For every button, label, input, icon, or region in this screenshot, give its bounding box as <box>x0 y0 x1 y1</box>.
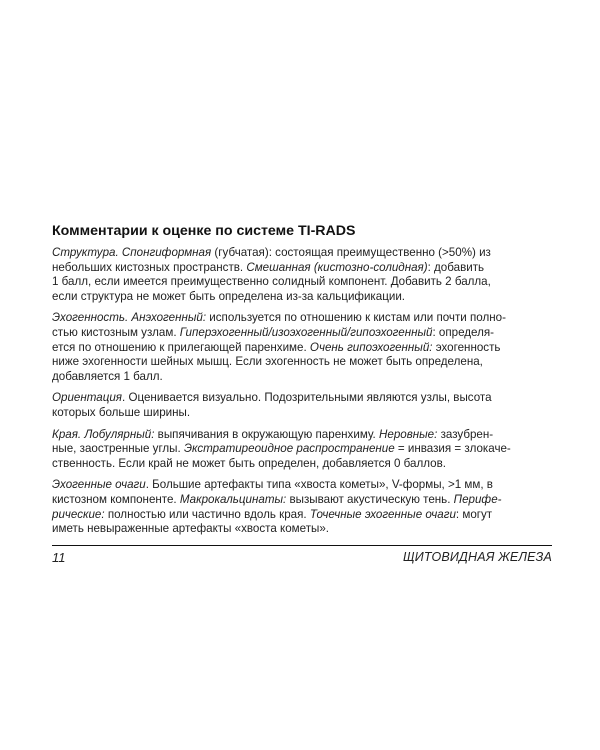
echogenicity-term: Очень гипоэхогенный: <box>309 340 433 354</box>
margins-text: ные, заостренные углы. <box>52 442 184 456</box>
echogenicity-text: стью кистозным узлам. <box>52 325 180 339</box>
margins-text: выпячивания в окружающую паренхиму. <box>154 427 379 441</box>
foci-text: полностью или частично вдоль края. <box>104 507 310 521</box>
orientation-text: . Оценивается визуально. Подозрительными являются узлы, высота <box>122 391 492 405</box>
margins-term: Экстратиреоидное распространение <box>183 442 395 456</box>
structure-text: если структура не может быть определена из-за кальцификации. <box>52 289 406 303</box>
paragraph-echogenicity <box>52 311 552 384</box>
structure-term: Структура. Спонгиформная <box>52 246 212 259</box>
paragraph-structure <box>52 246 552 304</box>
foci-text: иметь невыраженные артефакты «хвоста кометы». <box>52 522 330 536</box>
section-title: Комментарии к оценке по системе TI-RADS <box>52 223 356 239</box>
margins-text: зазубрен- <box>437 427 494 441</box>
echogenicity-text: : определя- <box>432 325 495 339</box>
orientation-term: Ориентация <box>52 391 122 405</box>
foci-term: Макрокальцинаты: <box>179 492 287 506</box>
page-number: 11 <box>52 550 66 565</box>
structure-text: 1 балл, если имеется преимущественно солидный компонент. Добавить 2 балла, <box>52 275 491 289</box>
structure-text: небольших кистозных пространств. <box>52 260 247 274</box>
footer-divider <box>52 545 552 546</box>
foci-term: Эхогенные очаги <box>52 478 146 492</box>
orientation-text: которых больше ширины. <box>52 405 191 419</box>
structure-text: : добавить <box>427 260 485 274</box>
paragraph-echogenic-foci <box>52 478 552 536</box>
echogenicity-text: ется по отношению к прилегающей паренхиме. <box>52 340 310 354</box>
margins-term: Края. Лобулярный: <box>52 427 155 441</box>
margins-text: = инвазия = злокаче- <box>394 442 511 456</box>
echogenicity-term: Гиперэхогенный/изоэхогенный/гипоэхогенный <box>179 325 433 339</box>
echogenicity-text: используется по отношению к кистам или почти полно- <box>206 311 506 325</box>
margins-term: Неровные: <box>379 427 438 441</box>
foci-term: рические: <box>52 507 105 521</box>
echogenicity-text: ниже эхогенности шейных мышц. Если эхогенность не может быть определена, <box>52 355 483 369</box>
foci-text: : могут <box>455 507 493 521</box>
foci-term: Перифе- <box>453 492 502 506</box>
echogenicity-text: добавляется 1 балл. <box>52 369 163 383</box>
echogenicity-term: Эхогенность. Анэхогенный: <box>52 311 207 325</box>
foci-term: Точечные эхогенные очаги <box>309 507 456 521</box>
running-head: ЩИТОВИДНАЯ ЖЕЛЕЗА <box>403 550 552 564</box>
paragraph-orientation <box>52 391 552 420</box>
paragraph-margins <box>52 428 552 472</box>
structure-text: (губчатая): состоящая преимущественно (>50%) из <box>211 246 491 259</box>
margins-text: ственность. Если край не может быть определен, добавляется 0 баллов. <box>52 456 446 470</box>
foci-text: кистозном компоненте. <box>52 492 180 506</box>
echogenicity-text: эхогенность <box>432 340 501 354</box>
page-content <box>52 222 552 544</box>
foci-text: . Большие артефакты типа «хвоста кометы», V-формы, >1 мм, в <box>145 478 493 492</box>
foci-text: вызывают акустическую тень. <box>286 492 454 506</box>
structure-term: Смешанная (кистозно-солидная) <box>246 260 428 274</box>
